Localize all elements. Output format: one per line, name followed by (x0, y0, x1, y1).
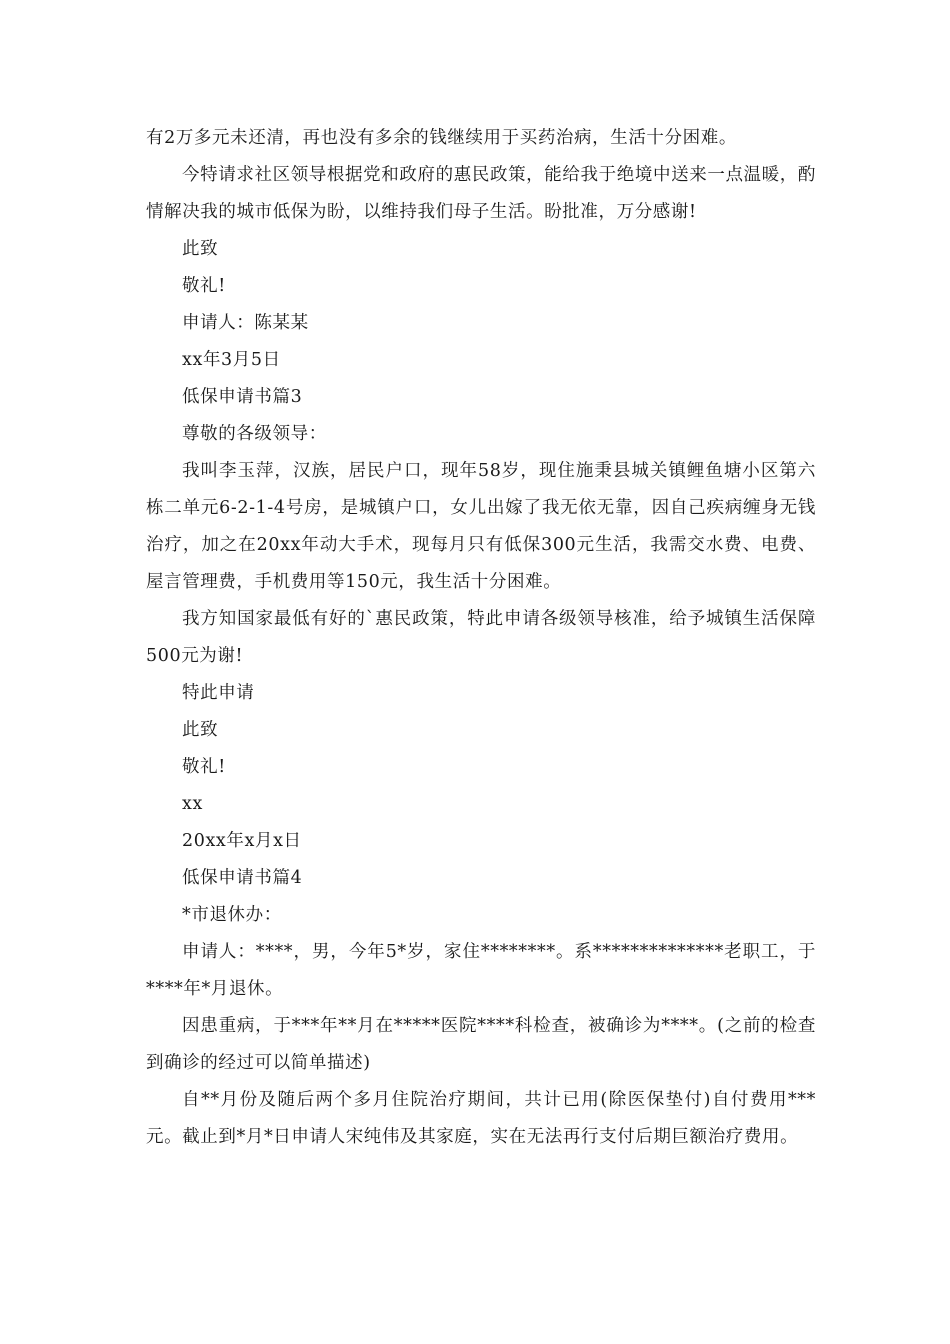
paragraph-applicant-info: 申请人：****，男，今年5*岁，家住********。系**************老职工，于****年*月退休。 (146, 942, 816, 999)
closing-jingli: 敬礼! (182, 276, 226, 296)
salutation: *市退休办： (182, 905, 282, 925)
signature-name: xx (182, 794, 203, 814)
paragraph-diagnosis: 因患重病，于***年**月在*****医院****科检查，被确诊为****。(之前的检查到确诊的经过可以简单描述) (146, 1016, 816, 1073)
signature-date: xx年3月5日 (182, 350, 281, 370)
section-heading-4: 低保申请书篇4 (182, 868, 303, 888)
paragraph-self-introduction: 我叫李玉萍，汉族，居民户口，现年58岁，现住施秉县城关镇鲤鱼塘小区第六栋二单元6-2-1-4号房，是城镇户口，女儿出嫁了我无依无靠，因自己疾病缠身无钱治疗，加之在20xx年动大手术，现每月只有低保300元生活，我需交水费、电费、屋言管理费，手机费用等150元，我生活十分困难。 (146, 461, 816, 592)
section-heading-3: 低保申请书篇3 (182, 387, 303, 407)
paragraph-request: 今特请求社区领导根据党和政府的惠民政策，能给我于绝境中送来一点温暖，酌情解决我的城市低保为盼，以维持我们母子生活。盼批准，万分感谢! (146, 165, 816, 222)
closing-cizhi: 此致 (182, 239, 219, 259)
salutation: 尊敬的各级领导： (182, 424, 327, 444)
applicant-signature: 申请人：陈某某 (182, 313, 309, 333)
paragraph-continuation: 有2万多元未还清，再也没有多余的钱继续用于买药治病，生活十分困难。 (146, 128, 737, 148)
document-body (146, 120, 816, 1156)
closing-cizhi: 此致 (182, 720, 219, 740)
closing-tecishenqing: 特此申请 (182, 683, 255, 703)
paragraph-expenses: 自**月份及随后两个多月住院治疗期间，共计已用(除医保垫付)自付费用***元。截止到*月*日申请人宋纯伟及其家庭，实在无法再行支付后期巨额治疗费用。 (146, 1090, 816, 1147)
signature-date: 20xx年x月x日 (182, 831, 302, 851)
closing-jingli: 敬礼! (182, 757, 226, 777)
paragraph-application: 我方知国家最低有好的`惠民政策，特此申请各级领导核准，给予城镇生活保障500元为谢! (146, 609, 816, 666)
